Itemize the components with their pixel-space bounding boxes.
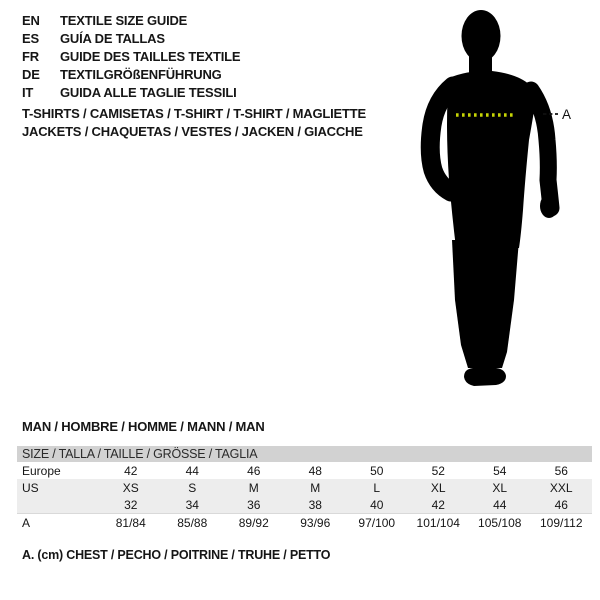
size-row-label: US (22, 480, 39, 495)
lang-code: ES (22, 31, 39, 46)
size-table (17, 446, 592, 531)
lang-code: FR (22, 49, 39, 64)
size-value: 85/88 (177, 515, 208, 530)
size-value: 52 (431, 463, 445, 478)
size-value: 89/92 (238, 515, 269, 530)
size-value: XS (122, 480, 139, 495)
section-title-man: MAN / HOMBRE / HOMME / MANN / MAN (22, 419, 265, 434)
lang-code: DE (22, 67, 40, 82)
size-row-europe (17, 462, 592, 479)
size-row-label: A (22, 515, 31, 530)
size-value: 48 (308, 463, 322, 478)
man-silhouette-figure (403, 2, 593, 400)
size-value: 32 (124, 497, 138, 512)
lang-label: GUÍA DE TALLAS (60, 31, 165, 46)
size-value: 38 (308, 497, 322, 512)
man-silhouette (430, 10, 558, 386)
size-row-us (17, 479, 592, 496)
lang-code: IT (22, 85, 34, 100)
category-line-tshirts: T-SHIRTS / CAMISETAS / T-SHIRT / T-SHIRT / MAGLIETTE (22, 106, 366, 121)
lang-row-it (22, 84, 240, 102)
size-table-rows (17, 462, 592, 531)
size-value: 105/108 (478, 515, 522, 530)
size-value: 56 (554, 463, 568, 478)
size-value: 81/84 (115, 515, 146, 530)
lang-code: EN (22, 13, 40, 28)
size-value: XL (492, 480, 508, 495)
category-line-jackets: JACKETS / CHAQUETAS / VESTES / JACKEN / GIACCHE (22, 124, 363, 139)
lang-label: TEXTILGRÖßENFÜHRUNG (60, 67, 222, 82)
category-titles (22, 105, 366, 141)
size-value: 109/112 (540, 515, 583, 530)
lang-row-fr (22, 48, 240, 66)
measure-label-a: A (562, 107, 572, 122)
size-value: 46 (554, 497, 568, 512)
silhouette-foot (464, 368, 506, 386)
size-value: 101/104 (416, 515, 460, 530)
size-row-label: Europe (22, 463, 61, 478)
size-row-us-numeric (17, 496, 592, 513)
lang-row-es (22, 30, 240, 48)
size-value: 34 (185, 497, 199, 512)
silhouette-legs (452, 240, 519, 368)
size-value: 44 (185, 463, 199, 478)
lang-label: GUIDE DES TAILLES TEXTILE (60, 49, 241, 64)
size-value: 54 (493, 463, 507, 478)
silhouette-torso (447, 71, 535, 248)
size-value: S (188, 480, 197, 495)
silhouette-right-arm (531, 90, 551, 208)
lang-label: TEXTILE SIZE GUIDE (60, 13, 188, 28)
size-value: XXL (549, 480, 573, 495)
size-value: 46 (247, 463, 261, 478)
size-value: 93/96 (300, 515, 331, 530)
lang-label: GUIDA ALLE TAGLIE TESSILI (60, 85, 237, 100)
size-value: 97/100 (358, 515, 396, 530)
size-value: 44 (493, 497, 507, 512)
language-guide-list (22, 12, 240, 102)
size-value: 42 (124, 463, 138, 478)
size-value: XL (430, 480, 446, 495)
size-value: 42 (431, 497, 445, 512)
size-value: M (248, 480, 259, 495)
size-value: 36 (247, 497, 261, 512)
size-table-header: SIZE / TALLA / TAILLE / GRÖSSE / TAGLIA (17, 446, 592, 462)
lang-row-en (22, 12, 240, 30)
size-value: 40 (370, 497, 384, 512)
lang-row-de (22, 66, 240, 84)
size-value: M (310, 480, 321, 495)
size-value: L (373, 480, 381, 495)
silhouette-right-hand (540, 194, 558, 218)
size-row-a (17, 513, 592, 531)
footnote-chest-measure: A. (cm) CHEST / PECHO / POITRINE / TRUHE / PETTO (22, 548, 331, 562)
size-value: 50 (370, 463, 384, 478)
